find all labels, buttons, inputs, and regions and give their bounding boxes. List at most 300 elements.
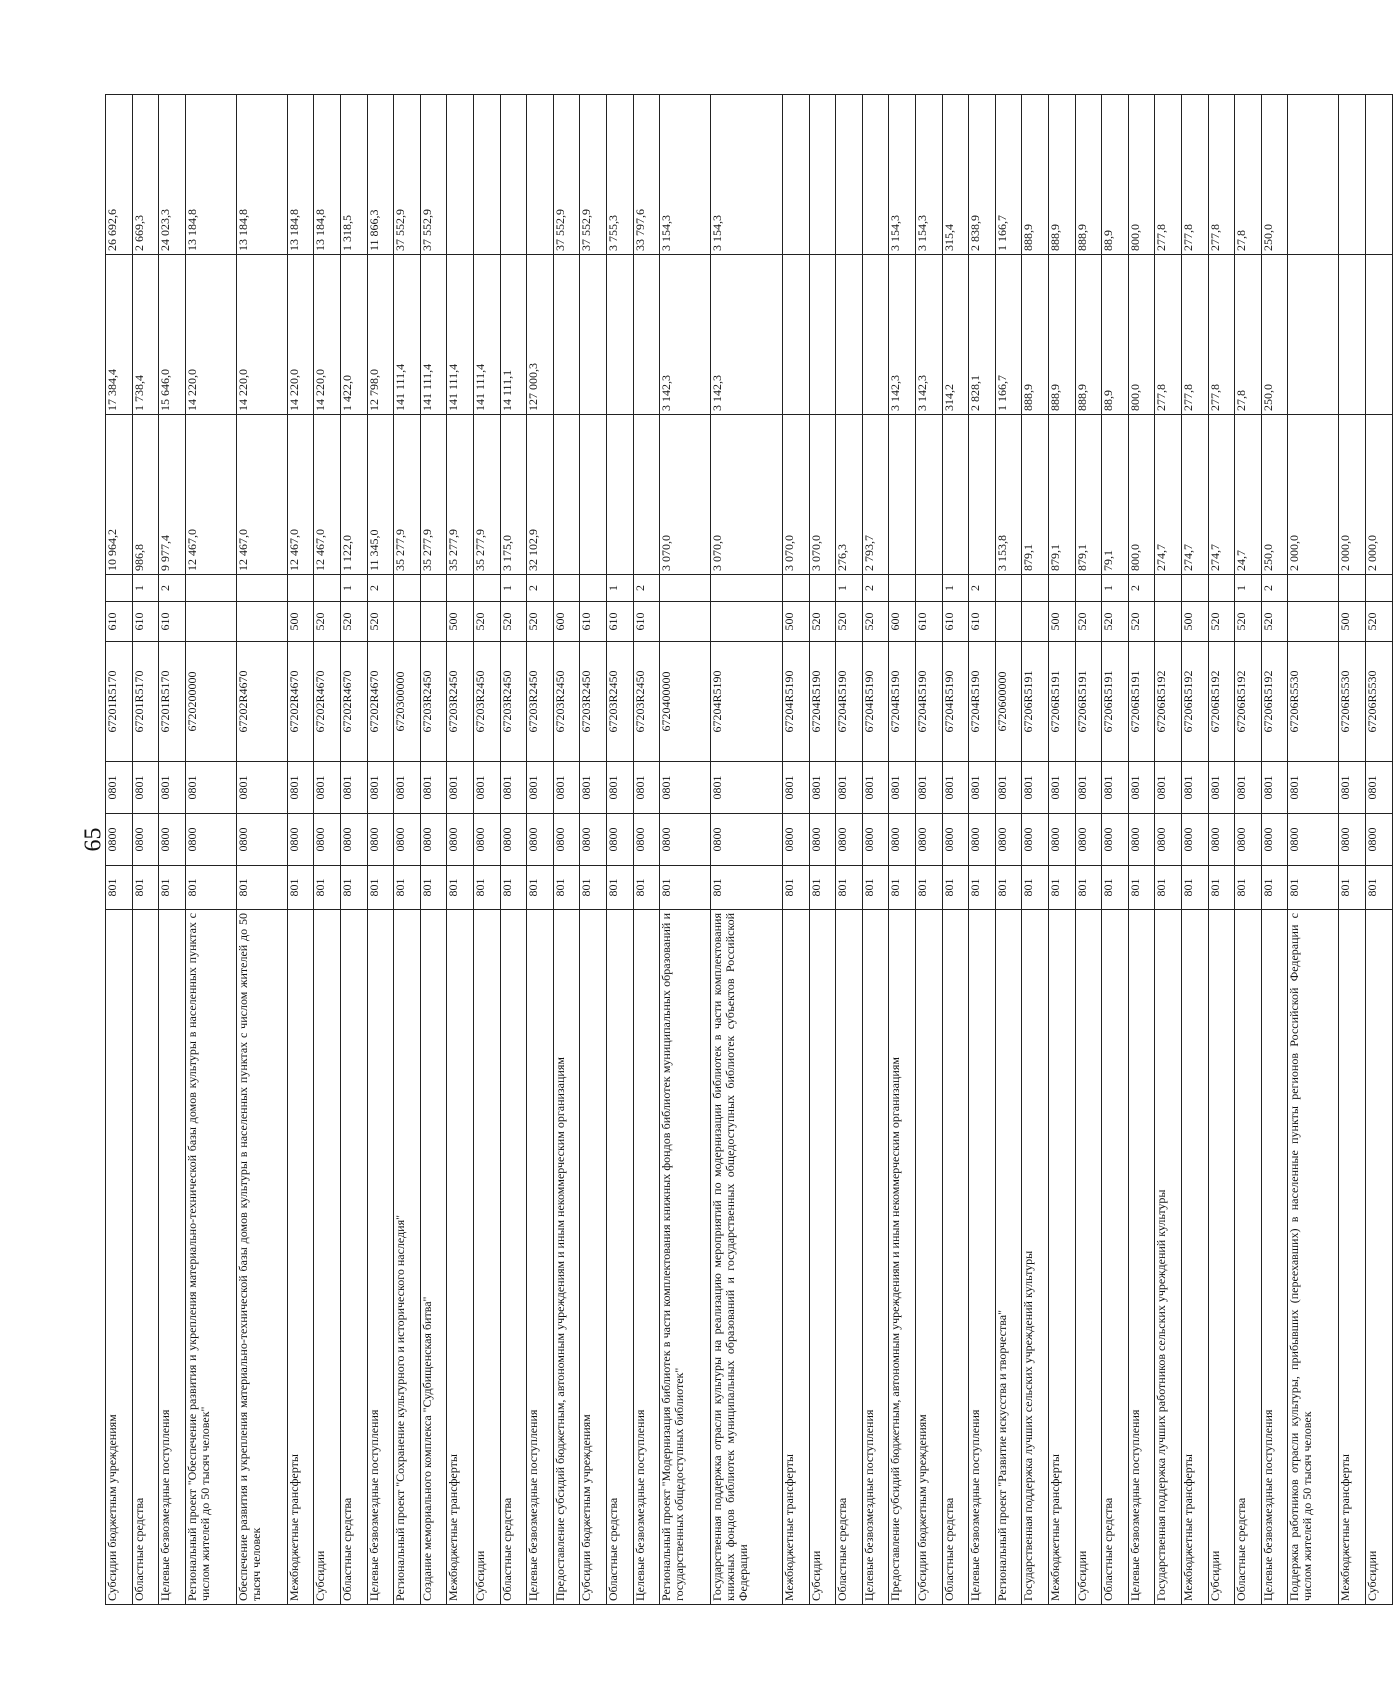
cell-v2: 141 111,4 xyxy=(447,255,474,415)
cell-vr: 610 xyxy=(969,602,996,642)
cell-pr: 0801 xyxy=(660,762,711,814)
cell-rz: 0800 xyxy=(447,814,474,866)
cell-ved: 801 xyxy=(969,866,996,910)
cell-ved: 801 xyxy=(862,866,889,910)
cell-pr: 0801 xyxy=(836,762,863,814)
cell-name: Целевые безвозмездные поступления xyxy=(367,910,394,1605)
table-row xyxy=(500,95,527,1605)
cell-vr: 610 xyxy=(132,602,159,642)
cell-v1: 800,0 xyxy=(1128,415,1155,575)
cell-v3: 13 184,8 xyxy=(287,95,314,255)
table-row xyxy=(633,95,660,1605)
cell-rz: 0800 xyxy=(287,814,314,866)
cell-vr xyxy=(660,602,711,642)
cell-v1 xyxy=(606,415,633,575)
cell-name: Межбюджетные трансферты xyxy=(1182,910,1209,1605)
table-row xyxy=(367,95,394,1605)
cell-v3: 315,4 xyxy=(942,95,969,255)
cell-src xyxy=(1365,575,1392,602)
cell-ved: 801 xyxy=(1365,866,1392,910)
cell-v3: 800,0 xyxy=(1128,95,1155,255)
cell-name: Государственная поддержка лучших сельских учреждений культуры xyxy=(1022,910,1049,1605)
cell-vr: 520 xyxy=(1128,602,1155,642)
cell-ved: 801 xyxy=(1208,866,1235,910)
cell-v2: 17 384,4 xyxy=(106,255,133,415)
cell-name: Целевые безвозмездные поступления xyxy=(527,910,554,1605)
cell-src xyxy=(394,575,421,602)
cell-src xyxy=(420,575,447,602)
table-row xyxy=(287,95,314,1605)
cell-name: Субсидии xyxy=(1208,910,1235,1605)
cell-v1: 879,1 xyxy=(1049,415,1076,575)
cell-csr: 67206R5191 xyxy=(1102,642,1129,762)
cell-v1: 3 070,0 xyxy=(660,415,711,575)
cell-src xyxy=(1288,575,1339,602)
cell-v2: 15 646,0 xyxy=(159,255,186,415)
cell-v2 xyxy=(606,255,633,415)
cell-pr: 0801 xyxy=(1288,762,1339,814)
table-row xyxy=(1288,95,1339,1605)
cell-csr: 67206R5192 xyxy=(1155,642,1182,762)
cell-name: Субсидии бюджетным учреждениям xyxy=(916,910,943,1605)
cell-rz: 0800 xyxy=(711,814,783,866)
cell-v1: 3 175,0 xyxy=(500,415,527,575)
cell-vr: 500 xyxy=(287,602,314,642)
cell-v1: 3 070,0 xyxy=(783,415,810,575)
cell-name: Областные средства xyxy=(500,910,527,1605)
cell-vr: 500 xyxy=(783,602,810,642)
cell-csr: 67204R5190 xyxy=(916,642,943,762)
cell-pr: 0801 xyxy=(942,762,969,814)
cell-rz: 0800 xyxy=(473,814,500,866)
cell-ved: 801 xyxy=(1075,866,1102,910)
cell-ved: 801 xyxy=(1288,866,1339,910)
cell-rz: 0800 xyxy=(809,814,836,866)
cell-vr: 520 xyxy=(527,602,554,642)
cell-v2: 888,9 xyxy=(1049,255,1076,415)
cell-pr: 0801 xyxy=(1261,762,1288,814)
cell-ved: 801 xyxy=(287,866,314,910)
cell-v3: 37 552,9 xyxy=(580,95,607,255)
cell-v3 xyxy=(836,95,863,255)
cell-csr: 67204R5190 xyxy=(889,642,916,762)
cell-v3: 37 552,9 xyxy=(553,95,580,255)
cell-v2: 277,8 xyxy=(1155,255,1182,415)
cell-pr: 0801 xyxy=(1022,762,1049,814)
cell-v1: 35 277,9 xyxy=(473,415,500,575)
cell-csr: 67204R5190 xyxy=(942,642,969,762)
cell-src xyxy=(1075,575,1102,602)
cell-v3 xyxy=(447,95,474,255)
table-row xyxy=(132,95,159,1605)
cell-v3: 1 166,7 xyxy=(995,95,1022,255)
cell-v2: 888,9 xyxy=(1022,255,1049,415)
cell-v1: 2 000,0 xyxy=(1339,415,1366,575)
cell-name: Областные средства xyxy=(836,910,863,1605)
cell-v2: 27,8 xyxy=(1235,255,1262,415)
cell-name: Областные средства xyxy=(606,910,633,1605)
cell-pr: 0801 xyxy=(314,762,341,814)
cell-csr: 67202R4670 xyxy=(367,642,394,762)
cell-src xyxy=(580,575,607,602)
table-row xyxy=(606,95,633,1605)
table-row xyxy=(1339,95,1366,1605)
cell-v1 xyxy=(580,415,607,575)
cell-v1: 35 277,9 xyxy=(447,415,474,575)
cell-v1: 32 102,9 xyxy=(527,415,554,575)
cell-src: 1 xyxy=(1235,575,1262,602)
cell-rz: 0800 xyxy=(159,814,186,866)
cell-v2: 250,0 xyxy=(1261,255,1288,415)
cell-name: Межбюджетные трансферты xyxy=(783,910,810,1605)
cell-rz: 0800 xyxy=(394,814,421,866)
cell-src xyxy=(236,575,287,602)
cell-v3: 37 552,9 xyxy=(394,95,421,255)
cell-v3: 37 552,9 xyxy=(420,95,447,255)
cell-v1: 986,8 xyxy=(132,415,159,575)
cell-ved: 801 xyxy=(106,866,133,910)
cell-ved: 801 xyxy=(580,866,607,910)
cell-ved: 801 xyxy=(1235,866,1262,910)
cell-v1: 3 070,0 xyxy=(809,415,836,575)
cell-pr: 0801 xyxy=(394,762,421,814)
cell-src xyxy=(1339,575,1366,602)
cell-name: Целевые безвозмездные поступления xyxy=(633,910,660,1605)
cell-v3: 888,9 xyxy=(1049,95,1076,255)
cell-src xyxy=(660,575,711,602)
table-row xyxy=(783,95,810,1605)
cell-pr: 0801 xyxy=(132,762,159,814)
cell-csr: 67202R4670 xyxy=(314,642,341,762)
cell-rz: 0800 xyxy=(969,814,996,866)
cell-v3 xyxy=(473,95,500,255)
table-row xyxy=(527,95,554,1605)
cell-vr: 520 xyxy=(340,602,367,642)
cell-rz: 0800 xyxy=(340,814,367,866)
cell-vr: 520 xyxy=(1102,602,1129,642)
cell-src xyxy=(447,575,474,602)
cell-src xyxy=(916,575,943,602)
cell-rz: 0800 xyxy=(1128,814,1155,866)
cell-v3 xyxy=(783,95,810,255)
cell-src: 1 xyxy=(500,575,527,602)
cell-rz: 0800 xyxy=(1365,814,1392,866)
cell-v2: 277,8 xyxy=(1208,255,1235,415)
cell-ved: 801 xyxy=(1182,866,1209,910)
cell-rz: 0800 xyxy=(942,814,969,866)
cell-v3: 13 184,8 xyxy=(185,95,236,255)
cell-name: Межбюджетные трансферты xyxy=(447,910,474,1605)
cell-vr: 520 xyxy=(1235,602,1262,642)
cell-v1: 12 467,0 xyxy=(185,415,236,575)
cell-vr: 520 xyxy=(1075,602,1102,642)
cell-v2: 800,0 xyxy=(1128,255,1155,415)
cell-vr: 520 xyxy=(314,602,341,642)
cell-vr: 610 xyxy=(106,602,133,642)
cell-name: Поддержка работников отрасли культуры, прибывших (переехавших) в населенные пункты регионов Российской Федерации с числом жителей до 50 тысяч человек xyxy=(1288,910,1339,1605)
cell-vr: 600 xyxy=(553,602,580,642)
cell-vr xyxy=(420,602,447,642)
cell-pr: 0801 xyxy=(783,762,810,814)
cell-v3: 3 154,3 xyxy=(916,95,943,255)
cell-csr: 67206R5191 xyxy=(1128,642,1155,762)
cell-vr: 520 xyxy=(367,602,394,642)
cell-pr: 0801 xyxy=(1075,762,1102,814)
cell-vr xyxy=(1155,602,1182,642)
cell-pr: 0801 xyxy=(159,762,186,814)
cell-csr: 67203R2450 xyxy=(500,642,527,762)
cell-v1: 9 977,4 xyxy=(159,415,186,575)
cell-vr: 600 xyxy=(889,602,916,642)
cell-v1: 879,1 xyxy=(1075,415,1102,575)
cell-v1 xyxy=(916,415,943,575)
cell-ved: 801 xyxy=(159,866,186,910)
cell-src: 2 xyxy=(969,575,996,602)
table-row xyxy=(185,95,236,1605)
cell-v1: 12 467,0 xyxy=(236,415,287,575)
table-row xyxy=(1075,95,1102,1605)
cell-ved: 801 xyxy=(1102,866,1129,910)
cell-name: Региональный проект "Сохранение культурного и исторического наследия" xyxy=(394,910,421,1605)
cell-v3 xyxy=(1339,95,1366,255)
cell-vr: 500 xyxy=(1339,602,1366,642)
table-row xyxy=(995,95,1022,1605)
cell-rz: 0800 xyxy=(1261,814,1288,866)
cell-v2 xyxy=(862,255,889,415)
cell-v2: 14 111,1 xyxy=(500,255,527,415)
table-row xyxy=(711,95,783,1605)
cell-v2 xyxy=(1288,255,1339,415)
cell-v1: 12 467,0 xyxy=(314,415,341,575)
cell-v3: 277,8 xyxy=(1182,95,1209,255)
cell-v1 xyxy=(553,415,580,575)
table-row xyxy=(836,95,863,1605)
cell-v3: 1 318,5 xyxy=(340,95,367,255)
cell-v3: 13 184,8 xyxy=(236,95,287,255)
cell-pr: 0801 xyxy=(1235,762,1262,814)
cell-vr xyxy=(1288,602,1339,642)
cell-name: Обеспечение развития и укрепления материально-технической базы домов культуры в населенных пунктах с числом жителей до 50 тысяч человек xyxy=(236,910,287,1605)
cell-src xyxy=(995,575,1022,602)
cell-pr: 0801 xyxy=(1049,762,1076,814)
table-row xyxy=(159,95,186,1605)
cell-v3: 33 797,6 xyxy=(633,95,660,255)
cell-vr xyxy=(185,602,236,642)
cell-rz: 0800 xyxy=(633,814,660,866)
cell-v1: 11 345,0 xyxy=(367,415,394,575)
cell-csr: 67206R5530 xyxy=(1288,642,1339,762)
cell-v2: 141 111,4 xyxy=(394,255,421,415)
cell-v1: 24,7 xyxy=(1235,415,1262,575)
table-row xyxy=(553,95,580,1605)
cell-src: 1 xyxy=(340,575,367,602)
cell-name: Предоставление субсидий бюджетным, автономным учреждениям и иным некоммерческим организациям xyxy=(889,910,916,1605)
cell-v2: 14 220,0 xyxy=(314,255,341,415)
cell-v1: 2 000,0 xyxy=(1288,415,1339,575)
cell-csr: 67204R5190 xyxy=(783,642,810,762)
cell-ved: 801 xyxy=(995,866,1022,910)
cell-pr: 0801 xyxy=(340,762,367,814)
cell-pr: 0801 xyxy=(1208,762,1235,814)
cell-v3 xyxy=(1288,95,1339,255)
cell-name: Целевые безвозмездные поступления xyxy=(1128,910,1155,1605)
table-row xyxy=(1128,95,1155,1605)
table-row xyxy=(236,95,287,1605)
cell-v2: 141 111,4 xyxy=(420,255,447,415)
table-row xyxy=(969,95,996,1605)
cell-csr: 67206R5191 xyxy=(1022,642,1049,762)
table-row xyxy=(809,95,836,1605)
cell-v3: 277,8 xyxy=(1155,95,1182,255)
cell-csr: 67203R2450 xyxy=(473,642,500,762)
cell-pr: 0801 xyxy=(633,762,660,814)
cell-v3: 26 692,6 xyxy=(106,95,133,255)
cell-name: Государственная поддержка отрасли культуры на реализацию мероприятий по модернизации библиотек в части комплектования книжных фондов библиотек муниципальных образований и государственных общедоступных библиотек субъектов Российской Федерации xyxy=(711,910,783,1605)
cell-src: 2 xyxy=(1128,575,1155,602)
cell-v2: 14 220,0 xyxy=(287,255,314,415)
cell-name: Областные средства xyxy=(1102,910,1129,1605)
cell-pr: 0801 xyxy=(995,762,1022,814)
cell-v3 xyxy=(527,95,554,255)
cell-csr: 6720200000 xyxy=(185,642,236,762)
cell-v3: 250,0 xyxy=(1261,95,1288,255)
cell-v3: 3 154,3 xyxy=(711,95,783,255)
cell-v2: 3 142,3 xyxy=(916,255,943,415)
table-row xyxy=(1261,95,1288,1605)
cell-vr: 500 xyxy=(1049,602,1076,642)
cell-src: 2 xyxy=(633,575,660,602)
cell-v2: 888,9 xyxy=(1075,255,1102,415)
table-row xyxy=(1022,95,1049,1605)
cell-v3: 277,8 xyxy=(1208,95,1235,255)
cell-src: 2 xyxy=(1261,575,1288,602)
cell-v2: 3 142,3 xyxy=(889,255,916,415)
page-number: 65 xyxy=(80,827,107,852)
table-row xyxy=(447,95,474,1605)
cell-vr: 520 xyxy=(862,602,889,642)
cell-csr: 67206R5192 xyxy=(1182,642,1209,762)
cell-v2: 88,9 xyxy=(1102,255,1129,415)
cell-vr: 500 xyxy=(447,602,474,642)
table-row xyxy=(862,95,889,1605)
cell-src xyxy=(809,575,836,602)
cell-v1 xyxy=(969,415,996,575)
cell-csr: 67201R5170 xyxy=(159,642,186,762)
cell-rz: 0800 xyxy=(660,814,711,866)
cell-ved: 801 xyxy=(367,866,394,910)
cell-rz: 0800 xyxy=(1075,814,1102,866)
cell-csr: 67203R2450 xyxy=(553,642,580,762)
cell-pr: 0801 xyxy=(553,762,580,814)
table-row xyxy=(660,95,711,1605)
cell-csr: 6720400000 xyxy=(660,642,711,762)
table-row xyxy=(473,95,500,1605)
cell-rz: 0800 xyxy=(783,814,810,866)
cell-rz: 0800 xyxy=(836,814,863,866)
cell-ved: 801 xyxy=(711,866,783,910)
cell-pr: 0801 xyxy=(606,762,633,814)
cell-ved: 801 xyxy=(447,866,474,910)
cell-vr: 520 xyxy=(473,602,500,642)
table-row xyxy=(420,95,447,1605)
cell-name: Областные средства xyxy=(132,910,159,1605)
cell-v1: 1 122,0 xyxy=(340,415,367,575)
table-row xyxy=(340,95,367,1605)
cell-name: Региональный проект "Модернизация библиотек в части комплектования книжных фондов библиотек муниципальных образований и государственных общедоступных библиотек" xyxy=(660,910,711,1605)
cell-ved: 801 xyxy=(132,866,159,910)
cell-ved: 801 xyxy=(1022,866,1049,910)
cell-v2 xyxy=(836,255,863,415)
cell-src: 1 xyxy=(836,575,863,602)
cell-v3 xyxy=(809,95,836,255)
cell-v2 xyxy=(1365,255,1392,415)
cell-name: Создание мемориального комплекса "Судбищенская битва" xyxy=(420,910,447,1605)
cell-src xyxy=(1182,575,1209,602)
cell-v3: 24 023,3 xyxy=(159,95,186,255)
cell-ved: 801 xyxy=(1049,866,1076,910)
cell-v2: 1 738,4 xyxy=(132,255,159,415)
cell-v3: 11 866,3 xyxy=(367,95,394,255)
cell-src xyxy=(185,575,236,602)
table-row xyxy=(916,95,943,1605)
cell-v1: 35 277,9 xyxy=(394,415,421,575)
cell-v1: 879,1 xyxy=(1022,415,1049,575)
cell-csr: 67206R5191 xyxy=(1049,642,1076,762)
cell-vr xyxy=(1022,602,1049,642)
cell-ved: 801 xyxy=(783,866,810,910)
cell-csr: 67201R5170 xyxy=(132,642,159,762)
cell-rz: 0800 xyxy=(553,814,580,866)
cell-ved: 801 xyxy=(606,866,633,910)
cell-name: Целевые безвозмездные поступления xyxy=(862,910,889,1605)
cell-v2: 141 111,4 xyxy=(473,255,500,415)
cell-v3: 888,9 xyxy=(1075,95,1102,255)
cell-src: 1 xyxy=(1102,575,1129,602)
cell-src xyxy=(889,575,916,602)
cell-csr: 67203R2450 xyxy=(580,642,607,762)
table-row xyxy=(1235,95,1262,1605)
cell-v2: 277,8 xyxy=(1182,255,1209,415)
cell-name: Субсидии бюджетным учреждениям xyxy=(106,910,133,1605)
cell-vr: 500 xyxy=(1182,602,1209,642)
cell-ved: 801 xyxy=(889,866,916,910)
cell-v2: 3 142,3 xyxy=(660,255,711,415)
cell-v3: 3 154,3 xyxy=(889,95,916,255)
cell-ved: 801 xyxy=(527,866,554,910)
cell-csr: 67204R5190 xyxy=(862,642,889,762)
table-row xyxy=(1049,95,1076,1605)
cell-csr: 67206R5192 xyxy=(1208,642,1235,762)
cell-rz: 0800 xyxy=(995,814,1022,866)
cell-pr: 0801 xyxy=(969,762,996,814)
cell-v1: 276,3 xyxy=(836,415,863,575)
cell-csr: 67206R5191 xyxy=(1075,642,1102,762)
cell-name: Областные средства xyxy=(1235,910,1262,1605)
cell-rz: 0800 xyxy=(1288,814,1339,866)
cell-vr: 520 xyxy=(1365,602,1392,642)
cell-pr: 0801 xyxy=(447,762,474,814)
cell-v3: 2 838,9 xyxy=(969,95,996,255)
cell-name: Межбюджетные трансферты xyxy=(1339,910,1366,1605)
cell-pr: 0801 xyxy=(711,762,783,814)
table-row xyxy=(889,95,916,1605)
cell-csr: 67202R4670 xyxy=(340,642,367,762)
cell-vr xyxy=(236,602,287,642)
cell-name: Региональный проект "Обеспечение развития и укрепления материально-технической базы домов культуры в населенных пунктах с числом жителей до 50 тысяч человек" xyxy=(185,910,236,1605)
cell-rz: 0800 xyxy=(916,814,943,866)
cell-name: Государственная поддержка лучших работников сельских учреждений культуры xyxy=(1155,910,1182,1605)
cell-vr: 520 xyxy=(809,602,836,642)
